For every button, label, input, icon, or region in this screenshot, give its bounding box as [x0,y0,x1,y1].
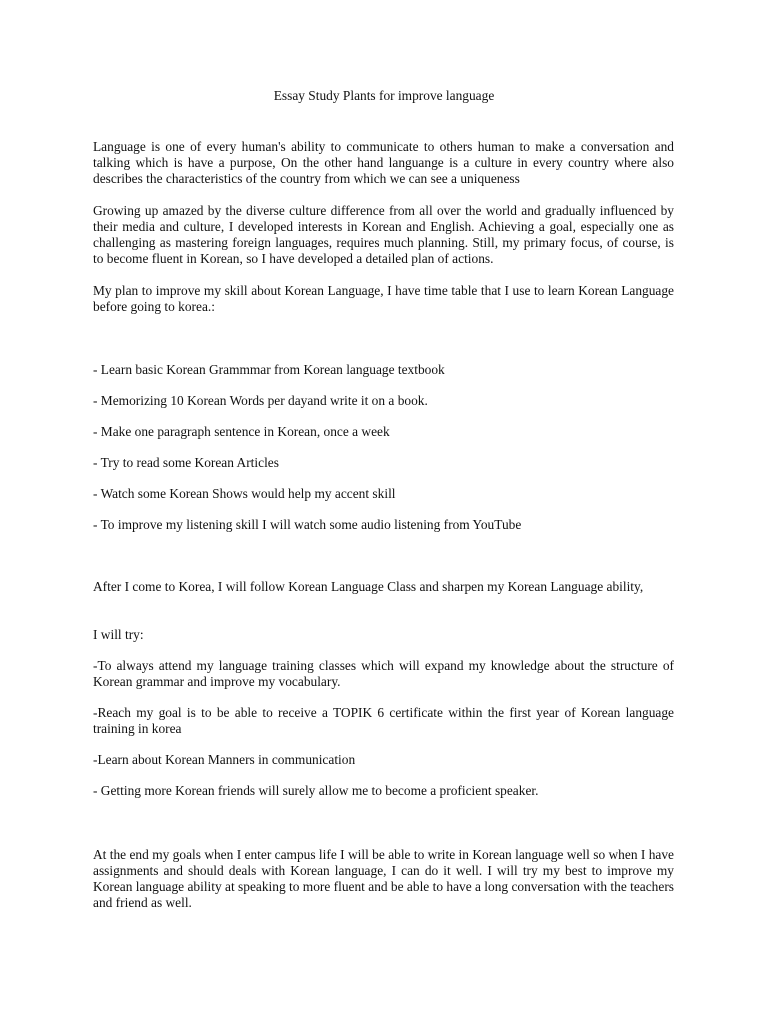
plan-item: - Make one paragraph sentence in Korean, once a week [93,424,390,439]
plan-item: - Try to read some Korean Articles [93,455,279,470]
plan-paragraph: My plan to improve my skill about Korean Language, I have time table that I use to learn Korean Language before going to korea.: [93,283,674,314]
plan-item: - To improve my listening skill I will watch some audio listening from YouTube [93,517,522,532]
try-item: -Learn about Korean Manners in communication [93,752,356,767]
try-item: -To always attend my language training classes which will expand my knowledge about the structure of Korean grammar and improve my vocabulary. [93,658,674,689]
plan-item: - Memorizing 10 Korean Words per dayand write it on a book. [93,393,428,408]
try-item: -Reach my goal is to be able to receive a TOPIK 6 certificate within the first year of Korean language training in korea [93,705,674,736]
after-korea-paragraph: After I come to Korea, I will follow Korean Language Class and sharpen my Korean Language ability, [93,579,644,594]
background-paragraph: Growing up amazed by the diverse culture difference from all over the world and gradually influenced by their media and culture, I developed interests in Korean and English. Achieving a goal, especially one as challenging as mastering foreign languages, requires much planning. Still, my primary focus, of course, is to become fluent in Korean, so I have developed a detailed plan of actions. [93,203,674,266]
document-title: Essay Study Plants for improve language [273,88,495,103]
closing-paragraph: At the end my goals when I enter campus life I will be able to write in Korean language well so when I have assignments and should deals with Korean language, I can do it well. I will try my best to improve my Korean language ability at speaking to more fluent and be able to have a long conversation with the teachers and friend as well. [93,847,674,910]
plan-item: - Learn basic Korean Grammmar from Korean language textbook [93,362,445,377]
will-try-label: I will try: [93,627,144,642]
try-item: - Getting more Korean friends will surely allow me to become a proficient speaker. [93,783,539,798]
intro-paragraph: Language is one of every human's ability to communicate to others human to make a conversation and talking which is have a purpose, On the other hand languange is a culture in every country where also describes the characteristics of the country from which we can see a uniqueness [93,139,674,186]
plan-item: - Watch some Korean Shows would help my accent skill [93,486,396,501]
